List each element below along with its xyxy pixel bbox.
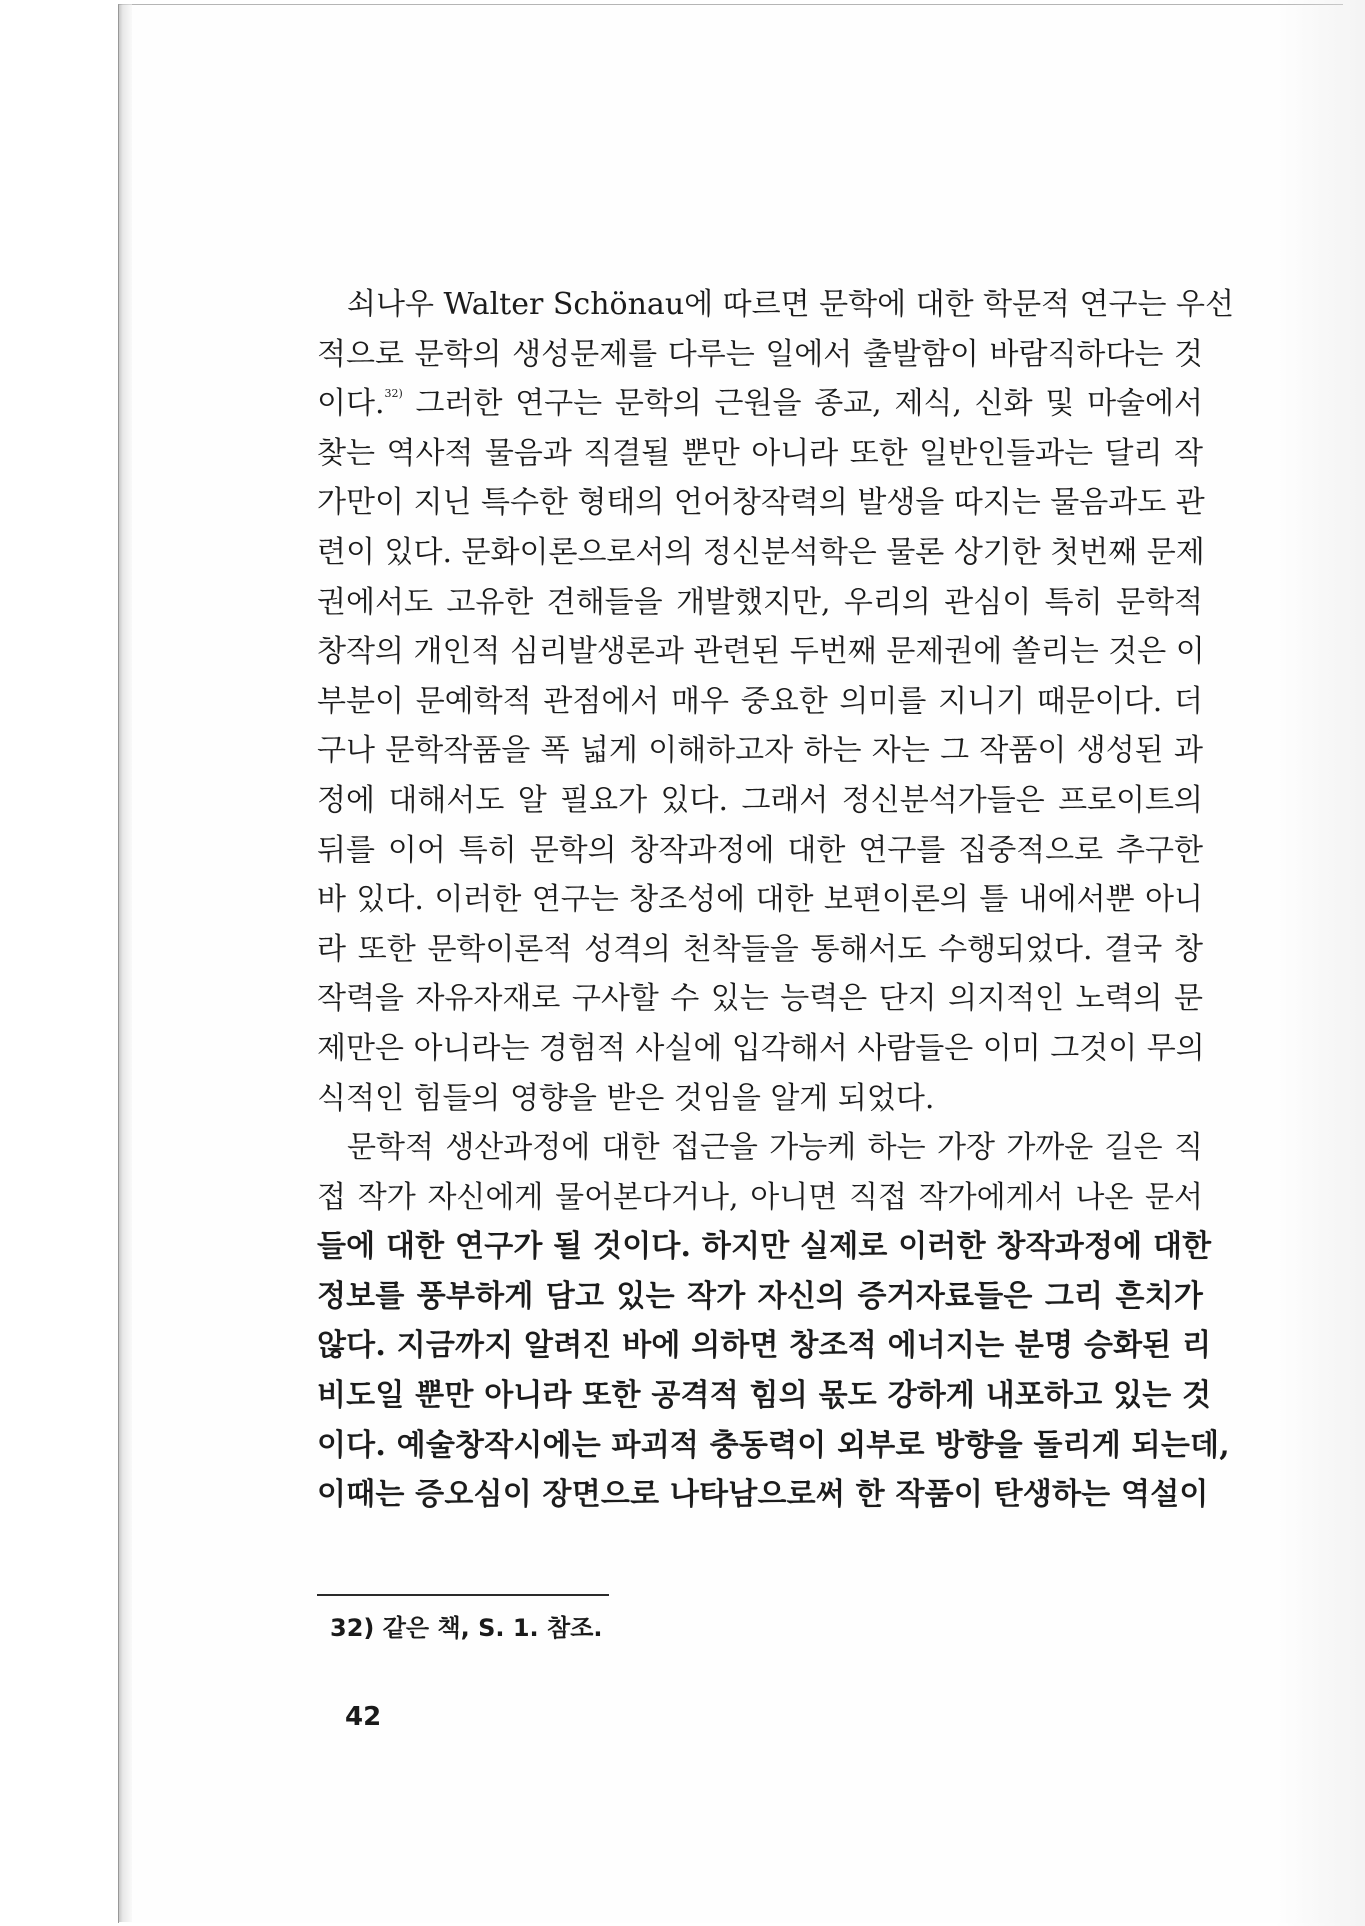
footnote-reference: 32) <box>384 387 403 401</box>
body-line-2: 적으로 문학의 생성문제를 다루는 일에서 출발함이 바람직하다는 것 <box>317 336 1203 372</box>
body-line-25: 이때는 증오심이 장면으로 나타남으로써 한 작품이 탄생하는 역설이 <box>317 1477 1209 1513</box>
body-line-14: 라 또한 문학이론적 성격의 천착들을 통해서도 수행되었다. 결국 창 <box>317 931 1203 967</box>
body-text <box>317 280 1235 1520</box>
page-edge-shadow <box>1275 0 1365 1926</box>
body-line-18: 문학적 생산과정에 대한 접근을 가능케 하는 가장 가까운 길은 직 <box>347 1130 1203 1166</box>
footnote-32: 32) 같은 책, S. 1. 참조. <box>330 1614 603 1642</box>
body-line-3 <box>317 379 1203 429</box>
body-line-3-start: 이다. <box>317 386 385 422</box>
body-line-20: 들에 대한 연구가 될 것이다. 하지만 실제로 이러한 창작과정에 대한 <box>317 1229 1212 1265</box>
footnote-divider <box>317 1594 609 1596</box>
body-line-3-end: 그러한 연구는 문학의 근원을 종교, 제식, 신화 및 마술에서 <box>402 386 1203 422</box>
body-line-10: 구나 문학작품을 폭 넓게 이해하고자 하는 자는 그 작품이 생성된 과 <box>317 733 1203 769</box>
body-line-11: 정에 대해서도 알 필요가 있다. 그래서 정신분석가들은 프로이트의 <box>317 782 1203 818</box>
body-line-23: 비도일 뿐만 아니라 또한 공격적 힘의 몫도 강하게 내포하고 있는 것 <box>317 1378 1212 1414</box>
body-line-17: 식적인 힘들의 영향을 받은 것임을 알게 되었다. <box>317 1080 935 1116</box>
body-line-8: 창작의 개인적 심리발생론과 관련된 두번째 문제권에 쏠리는 것은 이 <box>317 634 1205 670</box>
body-line-16: 제만은 아니라는 경험적 사실에 입각해서 사람들은 이미 그것이 무의 <box>317 1030 1205 1066</box>
page-number: 42 <box>345 1702 382 1732</box>
body-line-22: 않다. 지금까지 알려진 바에 의하면 창조적 에너지는 분명 승화된 리 <box>317 1328 1212 1364</box>
body-line-1: 쇠나우 Walter Schönau에 따르면 문학에 대한 학문적 연구는 우선 <box>347 287 1235 322</box>
body-line-15: 작력을 자유자재로 구사할 수 있는 능력은 단지 의지적인 노력의 문 <box>317 981 1203 1017</box>
body-line-5: 가만이 지닌 특수한 형태의 언어창작력의 발생을 따지는 물음과도 관 <box>317 485 1205 521</box>
body-line-24: 이다. 예술창작시에는 파괴적 충동력이 외부로 방향을 돌리게 되는데, <box>317 1427 1230 1463</box>
body-line-4: 찾는 역사적 물음과 직결될 뿐만 아니라 또한 일반인들과는 달리 작 <box>317 435 1203 471</box>
body-line-19: 접 작가 자신에게 물어본다거나, 아니면 직접 작가에게서 나온 문서 <box>317 1179 1203 1215</box>
body-line-9: 부분이 문예학적 관점에서 매우 중요한 의미를 지니기 때문이다. 더 <box>317 683 1203 719</box>
body-line-12: 뒤를 이어 특히 문학의 창작과정에 대한 연구를 집중적으로 추구한 <box>317 832 1203 868</box>
body-line-21: 정보를 풍부하게 담고 있는 작가 자신의 증거자료들은 그리 흔치가 <box>317 1278 1203 1314</box>
book-spine-shadow <box>118 4 132 1922</box>
body-line-7: 권에서도 고유한 견해들을 개발했지만, 우리의 관심이 특히 문학적 <box>317 584 1203 620</box>
body-line-6: 련이 있다. 문화이론으로서의 정신분석학은 물론 상기한 첫번째 문제 <box>317 534 1205 570</box>
body-line-13: 바 있다. 이러한 연구는 창조성에 대한 보편이론의 틀 내에서뿐 아니 <box>317 882 1203 918</box>
